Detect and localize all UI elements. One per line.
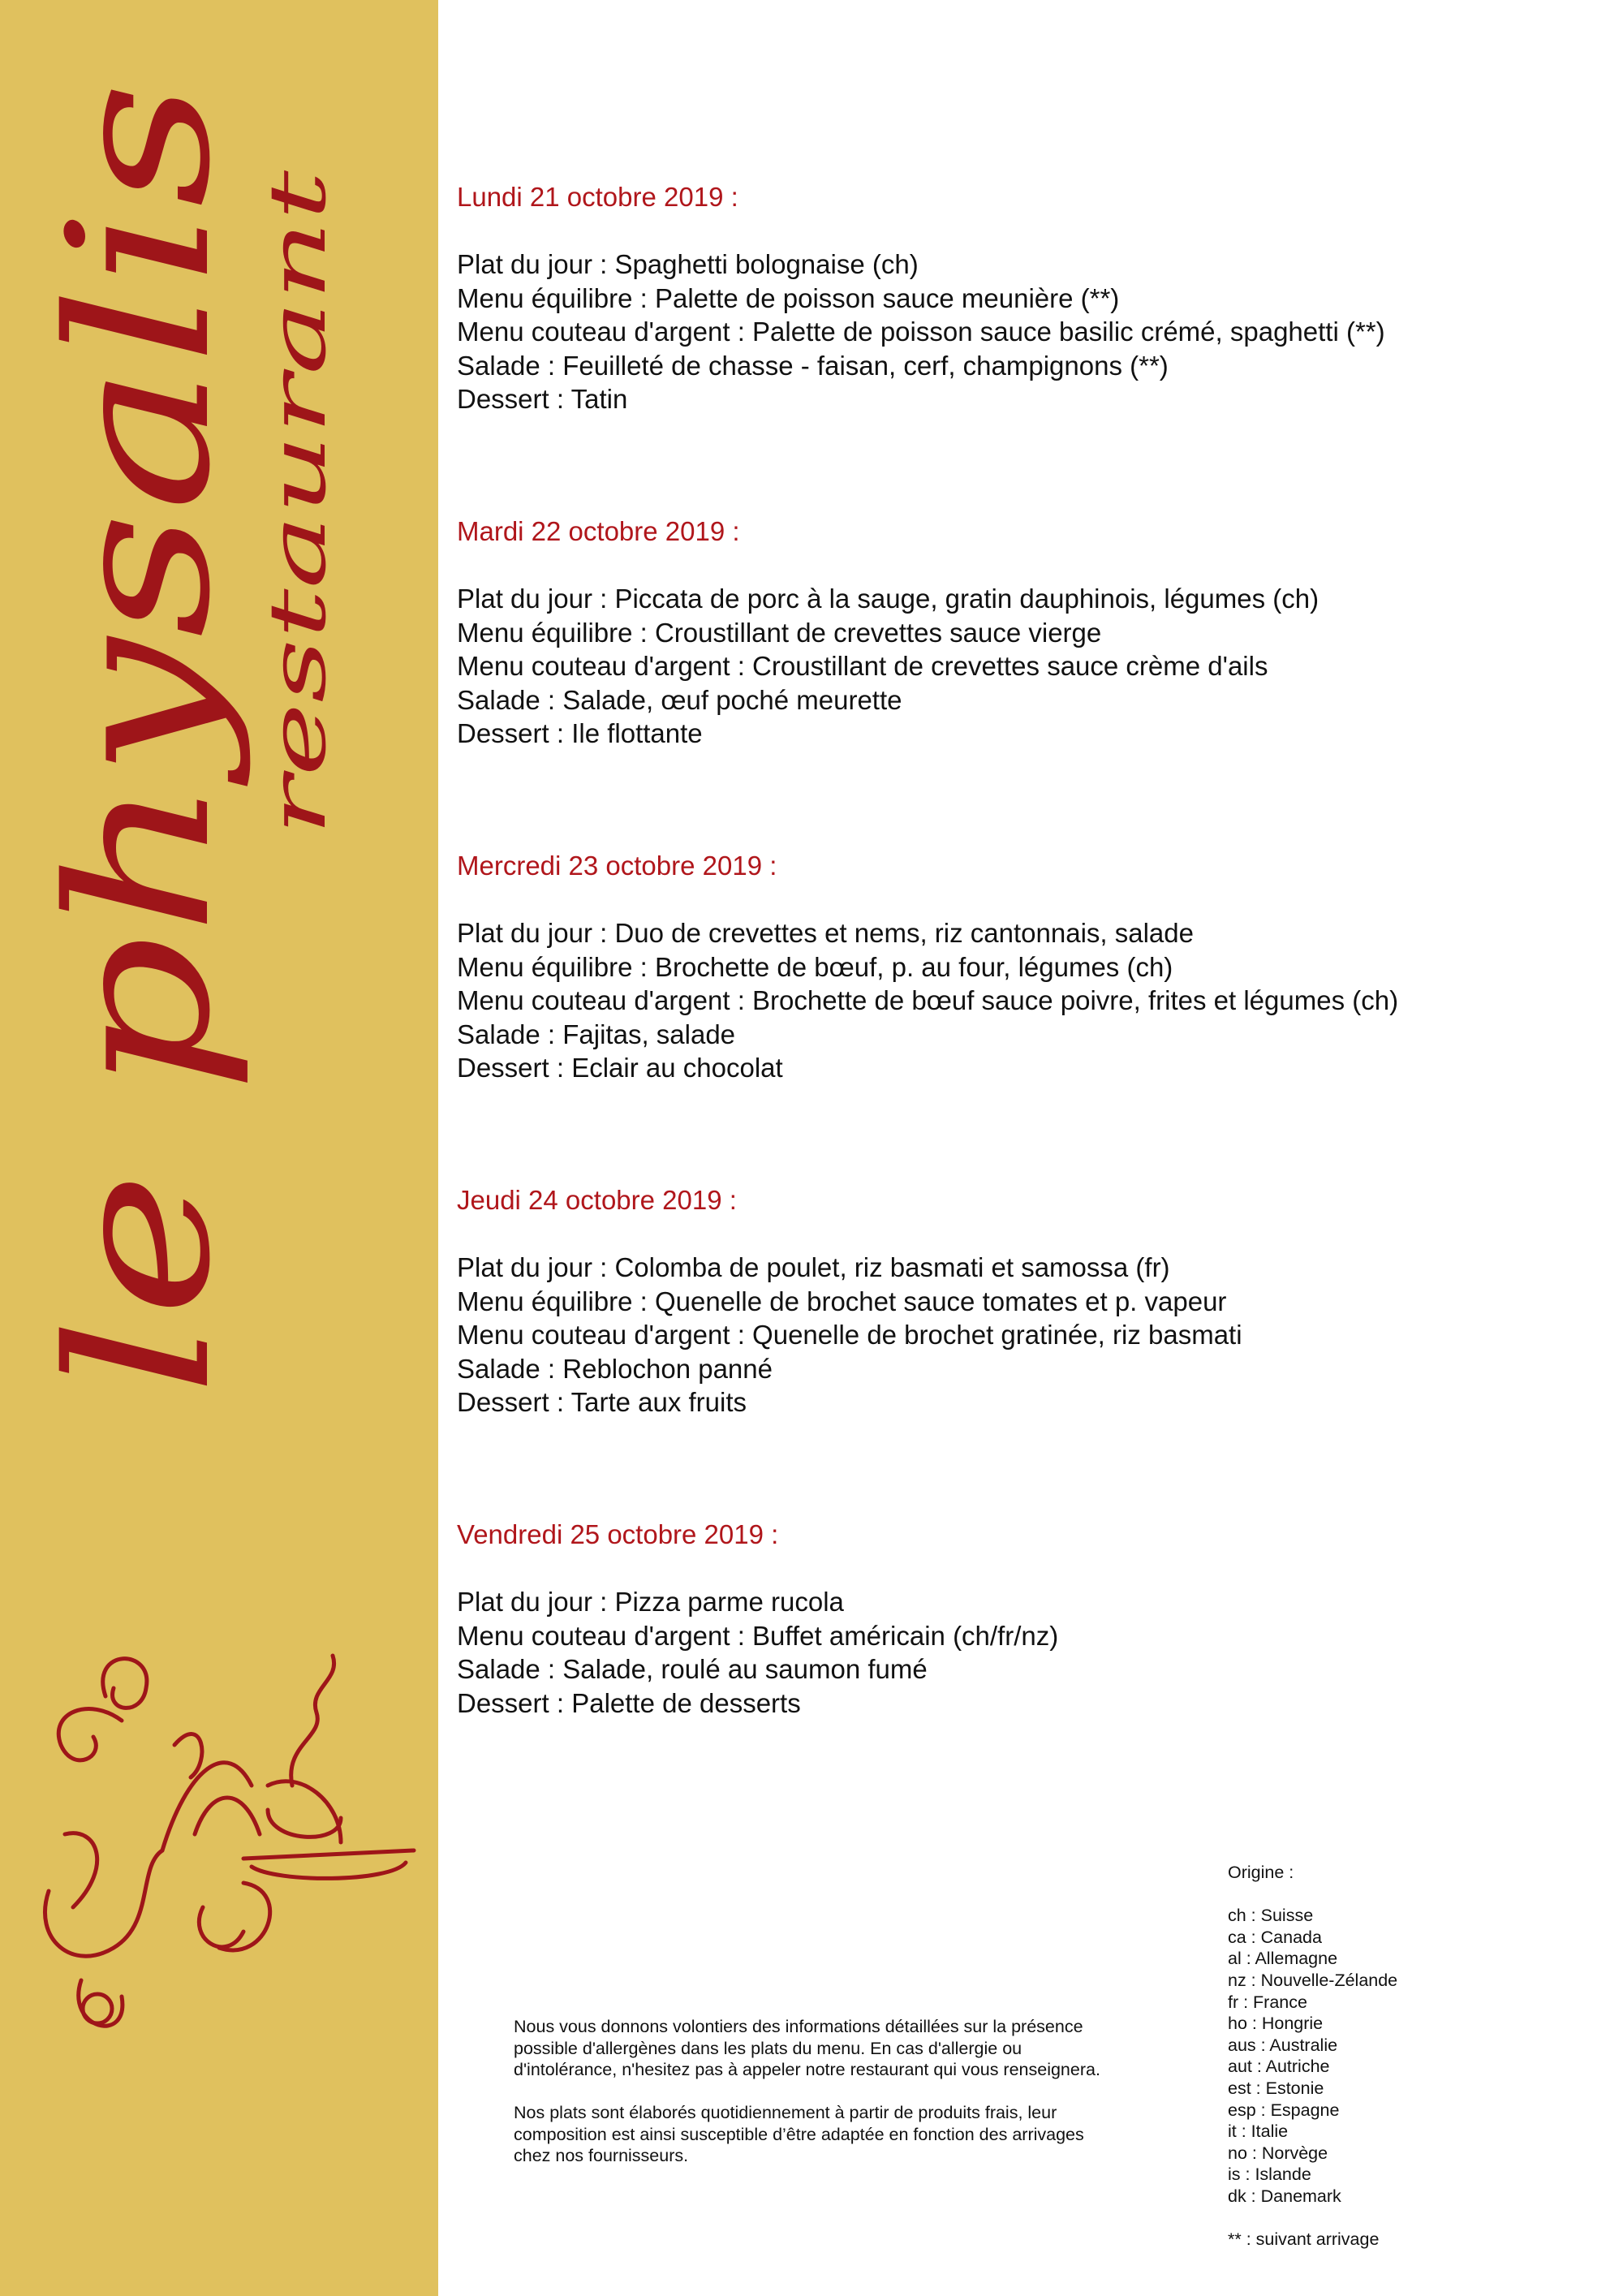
dish-line: Plat du jour : Spaghetti bolognaise (ch) [457,249,919,279]
origin-code: fr : France [1228,1992,1307,2012]
dish-list [457,582,1609,751]
origin-code: nz : Nouvelle-Zélande [1228,1970,1398,1990]
dish-line: Menu couteau d'argent : Croustillant de crevettes sauce crème d'ails [457,651,1268,681]
dish-line: Menu équilibre : Croustillant de crevettes sauce vierge [457,617,1102,648]
dish-line: Menu équilibre : Brochette de bœuf, p. au four, légumes (ch) [457,951,1173,982]
day-title: Vendredi 25 octobre 2019 : [457,1519,779,1549]
dish-line: Salade : Salade, roulé au saumon fumé [457,1654,928,1684]
dish-line: Menu couteau d'argent : Palette de poisson sauce basilic crémé, spaghetti (**) [457,317,1385,347]
allergen-note [514,2016,1114,2167]
origin-code: is : Islande [1228,2165,1311,2185]
dish-line: Menu couteau d'argent : Buffet américain (ch/fr/nz) [457,1620,1059,1651]
origin-code: dk : Danemark [1228,2186,1341,2206]
day-section [457,849,1609,1183]
origin-code: esp : Espagne [1228,2100,1340,2120]
dish-line: Menu équilibre : Quenelle de brochet sauce tomates et p. vapeur [457,1286,1227,1316]
brand-subtitle: restaurant [252,419,343,836]
origin-code: est : Estonie [1228,2078,1324,2098]
dish-list [457,916,1609,1085]
cloche-ornament-icon [45,1656,414,2026]
day-title: Jeudi 24 octobre 2019 : [457,1185,737,1215]
dish-line: Dessert : Ile flottante [457,718,703,748]
dish-line: Plat du jour : Piccata de porc à la sauge, gratin dauphinois, légumes (ch) [457,584,1319,614]
allergen-paragraph: Nous vous donnons volontiers des informations détaillées sur la présence possible d'allergènes dans les plats du menu. En cas d'allergie ou d'intolérance, n'hesitez pas à appeler notre restaurant qui vous renseignera. [514,2017,1100,2079]
dish-line: Salade : Fajitas, salade [457,1019,736,1049]
origin-code: it : Italie [1228,2122,1289,2142]
dish-line: Dessert : Tarte aux fruits [457,1387,747,1417]
origin-code: aut : Autriche [1228,2057,1330,2077]
day-section [457,180,1609,515]
origin-code: ch : Suisse [1228,1906,1314,1926]
dish-line: Plat du jour : Colomba de poulet, riz basmati et samossa (fr) [457,1252,1170,1282]
origin-heading: Origine : [1228,1863,1294,1882]
dish-line: Menu équilibre : Palette de poisson sauce meunière (**) [457,282,1120,313]
origin-legend [1228,1862,1609,2251]
origin-code: ca : Canada [1228,1927,1322,1947]
origin-code: ho : Hongrie [1228,2014,1324,2034]
origin-code: al : Allemagne [1228,1949,1338,1969]
dish-list [457,1251,1609,1419]
origin-footnote: ** : suivant arrivage [1228,2229,1380,2250]
dish-line: Dessert : Palette de desserts [457,1687,801,1718]
dish-line: Dessert : Tatin [457,384,628,414]
brand-sidebar [0,0,438,2296]
dish-list [457,248,1609,416]
dish-line: Plat du jour : Duo de crevettes et nems, riz cantonnais, salade [457,918,1194,948]
dish-line: Menu couteau d'argent : Quenelle de brochet gratinée, riz basmati [457,1320,1242,1350]
day-section [457,515,1609,849]
origin-code: aus : Australie [1228,2035,1338,2055]
day-title: Lundi 21 octobre 2019 : [457,182,738,212]
dish-line: Plat du jour : Pizza parme rucola [457,1587,844,1617]
brand-wordmark: le physalis [26,355,253,1396]
dish-line: Salade : Salade, œuf poché meurette [457,684,902,715]
dish-line: Salade : Reblochon panné [457,1353,773,1384]
dish-line: Salade : Feuilleté de chasse - faisan, cerf, champignons (**) [457,350,1169,381]
brand-logo [0,0,438,2296]
dish-line: Menu couteau d'argent : Brochette de bœuf sauce poivre, frites et légumes (ch) [457,985,1399,1015]
day-section [457,1518,1609,1852]
weekly-menu [457,180,1609,1852]
day-title: Mardi 22 octobre 2019 : [457,516,740,546]
dish-list [457,1585,1609,1720]
day-title: Mercredi 23 octobre 2019 : [457,851,777,881]
origin-code: no : Norvège [1228,2143,1328,2163]
dish-line: Dessert : Eclair au chocolat [457,1053,783,1083]
freshness-paragraph: Nos plats sont élaborés quotidiennement à partir de produits frais, leur composition est ainsi susceptible d’être adaptée en fonction des arrivages chez nos fournisseurs. [514,2103,1084,2165]
day-section [457,1183,1609,1518]
